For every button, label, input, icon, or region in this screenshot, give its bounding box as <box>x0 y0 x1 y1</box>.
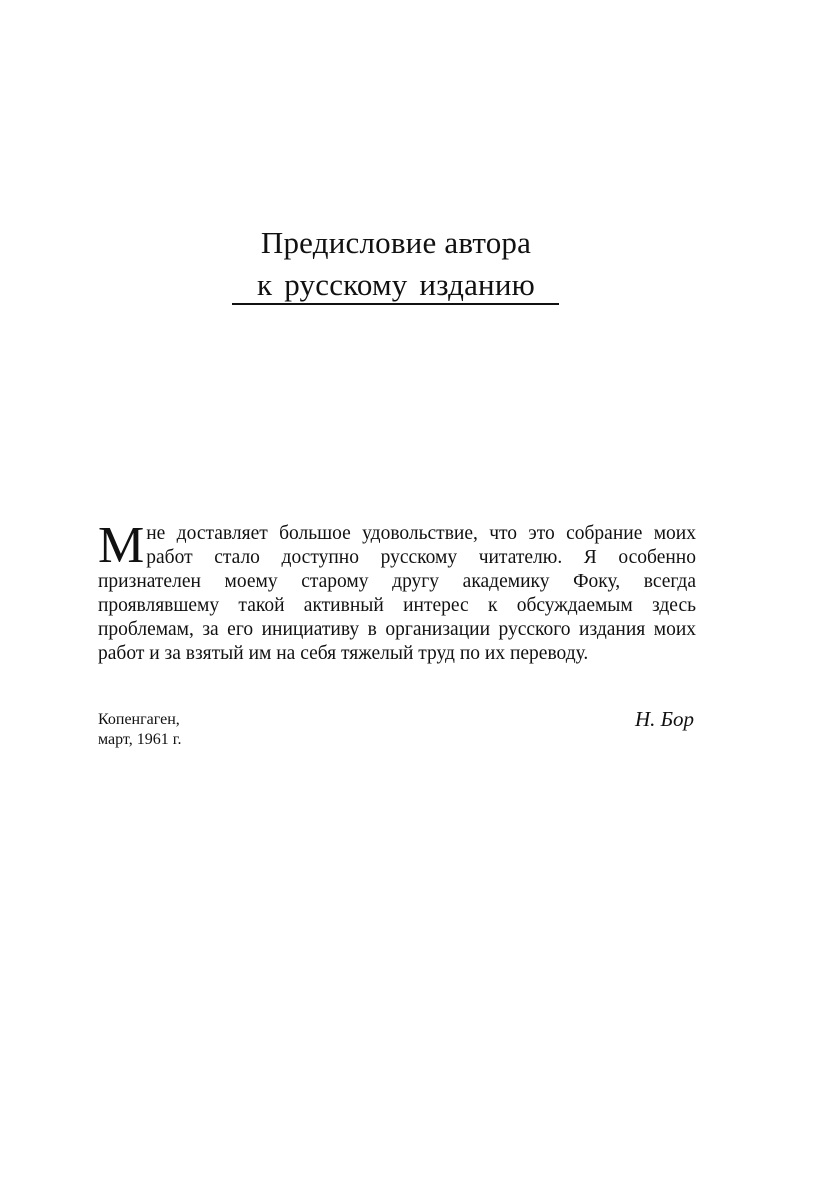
title-line-1: Предисловие автора <box>260 225 532 260</box>
date: март, 1961 г. <box>98 731 182 748</box>
drop-cap: М <box>98 517 145 574</box>
author-signature: Н. Бор <box>634 707 694 731</box>
preface-text: не доставляет большое удовольствие, что это собрание моих работ стало доступно русскому читателю. Я особенно признателен моему старому другу академику Фоку, всегда проявлявшему такой активный интерес к обсуждаемым здесь проблемам, за его инициативу в организации русского издания моих работ и за взятый им на себя тяжелый труд по их переводу. <box>98 523 696 664</box>
place: Копенгаген, <box>98 711 180 728</box>
title-underline <box>232 303 559 305</box>
place-date <box>98 710 181 750</box>
page-title <box>232 222 560 306</box>
title-line-2: к русскому изданию <box>257 267 535 302</box>
preface-paragraph <box>98 517 696 666</box>
